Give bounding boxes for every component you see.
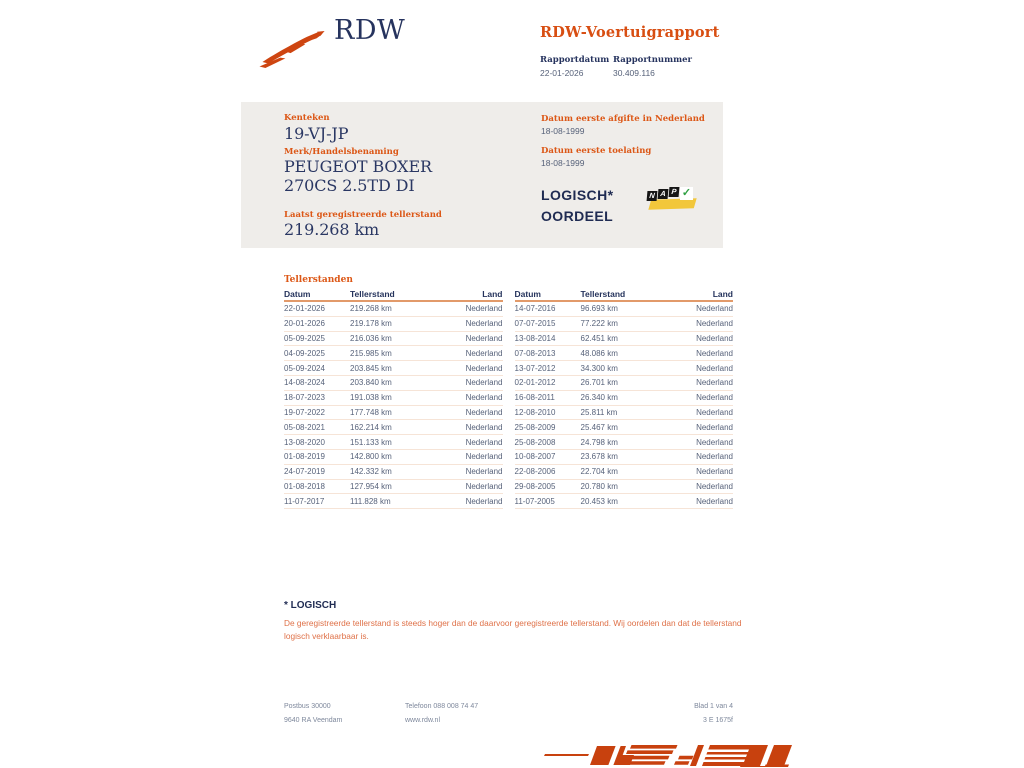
cell-land: Nederland — [696, 437, 733, 447]
cell-datum: 22-01-2026 — [284, 304, 325, 314]
cell-datum: 13-08-2020 — [284, 437, 325, 447]
rdw-eagle-icon — [258, 26, 332, 70]
nap-logo — [647, 186, 699, 213]
cell-tellerstand: 25.467 km — [580, 422, 618, 432]
cell-tellerstand: 25.811 km — [580, 407, 618, 417]
footer-page-info — [694, 700, 733, 728]
footer-form-code: 3 E 1675f — [703, 717, 733, 724]
footer-address-line2: 9640 RA Veendam — [284, 717, 343, 724]
cell-tellerstand: 219.178 km — [350, 319, 392, 329]
cell-land: Nederland — [696, 481, 733, 491]
cell-tellerstand: 203.840 km — [350, 378, 392, 388]
table-row — [284, 302, 503, 317]
cell-land: Nederland — [696, 333, 733, 343]
cell-datum: 16-08-2011 — [514, 393, 555, 403]
table-row — [284, 361, 503, 376]
table-row — [515, 406, 734, 421]
table-row — [284, 450, 503, 465]
cell-land: Nederland — [696, 407, 733, 417]
cell-land: Nederland — [696, 496, 733, 506]
footnote-text: De geregistreerde tellerstand is steeds hoger dan de daarvoor geregistreerde tellerstand. Wij oordelen dan dat de tellerstand logisch verklaarbaar is. — [284, 618, 742, 641]
table-row — [284, 420, 503, 435]
cell-datum: 22-08-2006 — [514, 467, 556, 477]
cell-datum: 14-07-2016 — [514, 304, 556, 314]
cell-datum: 07-08-2013 — [514, 348, 556, 358]
header-datum: Datum — [514, 289, 541, 299]
cell-tellerstand: 26.701 km — [580, 378, 618, 388]
table-row — [284, 465, 503, 480]
cell-land: Nederland — [465, 437, 503, 447]
cell-land: Nederland — [696, 363, 733, 373]
cell-tellerstand: 219.268 km — [350, 304, 392, 314]
cell-tellerstand: 23.678 km — [580, 452, 618, 462]
table-row — [284, 332, 503, 347]
merk-value-line1: PEUGEOT BOXER — [284, 157, 432, 176]
cell-datum: 24-07-2019 — [284, 467, 325, 477]
report-date-value: 22-01-2026 — [540, 68, 584, 78]
cell-datum: 02-01-2012 — [514, 378, 556, 388]
table-row — [515, 450, 734, 465]
cell-tellerstand: 20.453 km — [580, 496, 618, 506]
tellerstanden-table-left — [284, 289, 503, 509]
cell-land: Nederland — [465, 363, 503, 373]
cell-datum: 13-07-2012 — [514, 363, 556, 373]
cell-datum: 10-08-2007 — [514, 452, 556, 462]
table-header-row — [515, 289, 734, 302]
footer-page-number: Blad 1 van 4 — [694, 703, 733, 710]
report-number-value: 30.409.116 — [613, 68, 655, 78]
cell-land: Nederland — [465, 393, 503, 403]
oordeel-line2: OORDEEL — [541, 208, 614, 224]
cell-datum: 19-07-2022 — [284, 407, 325, 417]
cell-land: Nederland — [465, 304, 503, 314]
merk-value-line2: 270CS 2.5TD DI — [284, 176, 415, 195]
footer-address — [284, 700, 405, 728]
cell-datum: 04-09-2025 — [284, 348, 325, 358]
cell-datum: 25-08-2009 — [514, 422, 556, 432]
cell-tellerstand: 26.340 km — [580, 393, 618, 403]
cell-tellerstand: 20.780 km — [580, 481, 618, 491]
cell-land: Nederland — [696, 467, 733, 477]
cell-land: Nederland — [696, 452, 733, 462]
kenteken-value: 19-VJ-JP — [284, 124, 349, 143]
cell-datum: 20-01-2026 — [284, 319, 325, 329]
cell-land: Nederland — [465, 319, 503, 329]
report-date-block — [540, 55, 610, 78]
cell-tellerstand: 22.704 km — [580, 467, 618, 477]
cell-datum: 11-07-2005 — [514, 496, 555, 506]
table-row — [284, 376, 503, 391]
cell-tellerstand: 62.451 km — [580, 333, 618, 343]
cell-land: Nederland — [696, 393, 733, 403]
cell-tellerstand: 216.036 km — [350, 333, 392, 343]
table-header-row — [284, 289, 503, 302]
cell-datum: 18-07-2023 — [284, 393, 325, 403]
nap-letter-a: A — [658, 189, 669, 199]
report-meta — [540, 55, 698, 78]
table-row — [515, 465, 734, 480]
cell-land: Nederland — [696, 378, 733, 388]
cell-datum: 07-07-2015 — [514, 319, 556, 329]
cell-datum: 05-09-2025 — [284, 333, 325, 343]
table-row — [284, 494, 503, 509]
kenteken-label: Kenteken — [284, 113, 330, 123]
table-row — [515, 420, 734, 435]
table-row — [515, 435, 734, 450]
cell-land: Nederland — [696, 319, 733, 329]
table-row — [284, 480, 503, 495]
cell-datum: 05-09-2024 — [284, 363, 325, 373]
cell-land: Nederland — [465, 422, 503, 432]
cell-datum: 13-08-2014 — [514, 333, 556, 343]
cell-tellerstand: 215.985 km — [350, 348, 392, 358]
merk-label: Merk/Handelsbenaming — [284, 147, 399, 157]
table-row — [515, 391, 734, 406]
rdw-wordmark: RDW — [334, 15, 406, 46]
cell-land: Nederland — [696, 422, 733, 432]
cell-tellerstand: 191.038 km — [350, 393, 392, 403]
nap-letter-n: N — [647, 191, 658, 201]
cell-datum: 25-08-2008 — [514, 437, 556, 447]
footer-phone: Telefoon 088 008 74 47 — [405, 703, 479, 710]
rdw-stripes-graphic — [544, 743, 794, 768]
report-date-label: Rapportdatum — [540, 55, 610, 65]
footer-address-line1: Postbus 30000 — [284, 703, 331, 710]
cell-land: Nederland — [465, 407, 503, 417]
cell-land: Nederland — [696, 348, 733, 358]
table-row — [515, 361, 734, 376]
nap-letter-p: P — [669, 187, 680, 197]
toelating-label: Datum eerste toelating — [541, 146, 652, 156]
cell-tellerstand: 177.748 km — [350, 407, 392, 417]
cell-tellerstand: 77.222 km — [580, 319, 618, 329]
cell-land: Nederland — [465, 348, 503, 358]
table-row — [515, 317, 734, 332]
cell-tellerstand: 127.954 km — [350, 481, 392, 491]
nap-checkmark-icon: ✓ — [681, 187, 692, 199]
cell-tellerstand: 142.800 km — [350, 452, 392, 462]
table-row — [284, 391, 503, 406]
cell-land: Nederland — [465, 496, 503, 506]
table-row — [515, 494, 734, 509]
afgifte-label: Datum eerste afgifte in Nederland — [541, 114, 705, 124]
report-number-block — [613, 55, 692, 78]
tellerstanden-tables — [284, 289, 733, 509]
tellerstand-value: 219.268 km — [284, 220, 380, 239]
table-row — [515, 332, 734, 347]
cell-land: Nederland — [465, 378, 503, 388]
cell-tellerstand: 96.693 km — [580, 304, 618, 314]
cell-datum: 01-08-2019 — [284, 452, 325, 462]
cell-land: Nederland — [465, 481, 503, 491]
cell-tellerstand: 24.798 km — [580, 437, 618, 447]
cell-datum: 14-08-2024 — [284, 378, 325, 388]
header-tellerstand: Tellerstand — [580, 289, 626, 299]
cell-land: Nederland — [465, 333, 503, 343]
page-title: RDW-Voertuigrapport — [540, 24, 720, 41]
toelating-value: 18-08-1999 — [541, 158, 585, 168]
page-footer — [284, 700, 733, 728]
table-row — [515, 302, 734, 317]
cell-datum: 01-08-2018 — [284, 481, 325, 491]
cell-datum: 11-07-2017 — [284, 496, 325, 506]
table-row — [284, 317, 503, 332]
footnote-title: * LOGISCH — [284, 600, 337, 611]
cell-datum: 12-08-2010 — [514, 407, 556, 417]
tellerstanden-table-right — [515, 289, 734, 509]
afgifte-value: 18-08-1999 — [541, 126, 585, 136]
table-row — [284, 346, 503, 361]
tellerstanden-title: Tellerstanden — [284, 275, 353, 285]
header-land: Land — [482, 289, 503, 299]
cell-tellerstand: 203.845 km — [350, 363, 392, 373]
table-row — [284, 435, 503, 450]
cell-datum: 29-08-2005 — [514, 481, 556, 491]
cell-tellerstand: 111.828 km — [350, 496, 391, 506]
oordeel-line1: LOGISCH* — [541, 187, 614, 203]
cell-tellerstand: 34.300 km — [580, 363, 618, 373]
cell-datum: 05-08-2021 — [284, 422, 325, 432]
table-row — [284, 406, 503, 421]
cell-tellerstand: 142.332 km — [350, 467, 392, 477]
header-datum: Datum — [284, 289, 311, 299]
footer-website: www.rdw.nl — [405, 717, 441, 724]
vehicle-summary-box — [241, 102, 723, 248]
cell-tellerstand: 151.133 km — [350, 437, 392, 447]
cell-tellerstand: 162.214 km — [350, 422, 392, 432]
report-number-label: Rapportnummer — [613, 55, 692, 65]
table-row — [515, 480, 734, 495]
cell-land: Nederland — [465, 452, 503, 462]
table-row — [515, 346, 734, 361]
header-tellerstand: Tellerstand — [350, 289, 395, 299]
table-row — [515, 376, 734, 391]
footer-contact — [405, 700, 694, 728]
cell-land: Nederland — [696, 304, 733, 314]
cell-tellerstand: 48.086 km — [580, 348, 618, 358]
tellerstand-label: Laatst geregistreerde tellerstand — [284, 210, 442, 220]
header-land: Land — [712, 289, 733, 299]
cell-land: Nederland — [465, 467, 503, 477]
